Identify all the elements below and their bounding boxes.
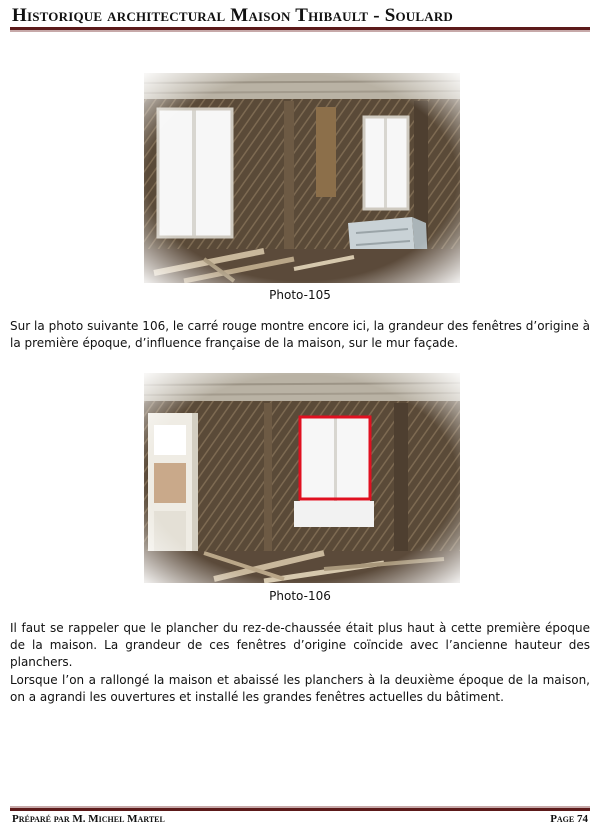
photo-105-caption: Photo-105 — [269, 288, 331, 302]
photo-106 — [144, 373, 460, 583]
footer-author: Préparé par M. Michel Martel — [12, 813, 165, 825]
paragraph-1: Sur la photo suivante 106, le carré rouge montre encore ici, la grandeur des fenêtres d’origine à la première époque, d’influence française de la maison, sur le mur façade. — [10, 319, 590, 350]
photo-105 — [144, 73, 460, 283]
footer-page-number: Page 74 — [550, 813, 588, 825]
header-rule-shadow — [10, 30, 590, 32]
paragraph-3: Lorsque l’on a rallongé la maison et abaissé les planchers à la deuxième époque de la maison, on a agrandi les ouvertures et installé les grandes fenêtres actuelles du bâtiment. — [10, 673, 590, 704]
photo-106-image — [144, 373, 460, 583]
photo-105-image — [144, 73, 460, 283]
footer-rule — [10, 808, 590, 811]
photo-106-caption: Photo-106 — [269, 589, 331, 603]
page-title: Historique architectural Maison Thibault - Soulard — [12, 5, 453, 26]
paragraph-2: Il faut se rappeler que le plancher du rez-de-chaussée était plus haut à cette première époque de la maison. La grandeur de ces fenêtres d’origine coïncide avec l’ancienne hauteur des planchers. — [10, 621, 590, 669]
